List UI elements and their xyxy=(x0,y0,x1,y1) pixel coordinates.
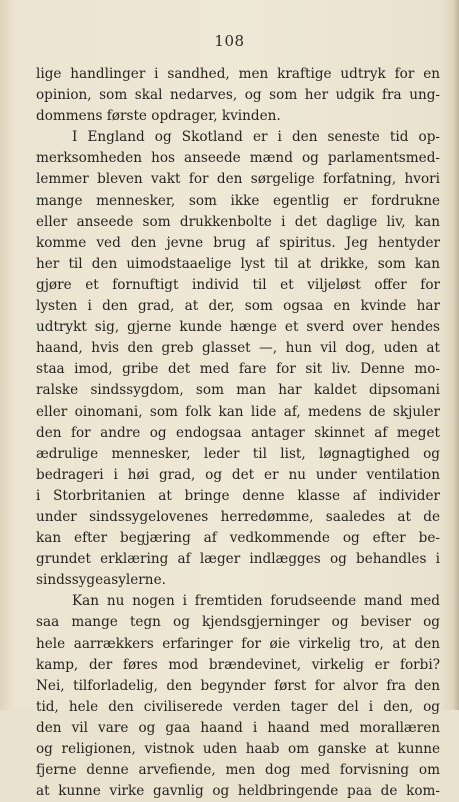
text-line: gjøre et fornuftigt individ til et viljeløst offer for xyxy=(36,276,440,293)
text-line: kan efter begjæring af vedkommende og efter be- xyxy=(36,530,440,547)
text-line: opinion, som skal nedarves, og som her udgik fra ung- xyxy=(36,87,440,104)
text-line: grundet erklæring af læger indlægges og behandles i xyxy=(36,551,440,568)
text-line: fjerne denne arvefiende, men dog med forvisning om xyxy=(36,762,440,779)
text-line: i Storbritanien at bringe denne klasse af individer xyxy=(36,487,440,504)
text-line: ædrulige mennesker, leder til list, løgnagtighed og xyxy=(36,445,440,462)
text-line: hele aarrækkers erfaringer for øie virkelig tro, at den xyxy=(36,635,440,652)
text-line: kamp, der føres mod brændevinet, virkelig er forbi? xyxy=(36,656,440,673)
page-number: 108 xyxy=(214,32,245,50)
body-text xyxy=(36,64,440,802)
text-line: dommens første opdrager, kvinden. xyxy=(36,108,281,125)
text-line: merksomheden hos anseede mænd og parlamentsmed- xyxy=(36,150,440,167)
text-line: haand, hvis den greb glasset —, hun vil dog, uden at xyxy=(36,340,440,357)
text-line: lige handlinger i sandhed, men kraftige udtryk for en xyxy=(36,66,440,82)
text-line: den vil vare og gaa haand i haand med morallæren xyxy=(36,719,440,736)
text-line: ralske sindssygdom, som man har kaldet dipsomani xyxy=(36,382,440,399)
text-line: lysten i den grad, at der, som ogsaa en kvinde har xyxy=(36,298,440,315)
text-line: sindssygeasylerne. xyxy=(36,572,166,589)
text-line: her til den uimodstaaelige lyst til at drikke, som kan xyxy=(36,255,440,272)
text-line: Kan nu nogen i fremtiden forudseende mand med xyxy=(72,593,440,610)
text-line: staa imod, gribe det med fare for sit liv. Denne mo- xyxy=(36,361,440,378)
text-line: tid, hele den civiliserede verden tager del i den, og xyxy=(36,698,440,715)
text-line: Nei, tilforladelig, den begynder først for alvor fra den xyxy=(36,677,440,694)
text-line: saa mange tegn og kjendsgjerninger og beviser og xyxy=(36,614,440,631)
binding-shadow xyxy=(453,0,459,710)
text-line: komme ved den jevne brug af spiritus. Jeg hentyder xyxy=(36,234,440,251)
text-line: eller anseede som drukkenbolte i det daglige liv, kan xyxy=(36,213,440,230)
text-line: I England og Skotland er i den seneste tid op- xyxy=(72,129,440,146)
text-line: lemmer bleven vakt for den sørgelige forfatning, hvori xyxy=(36,171,440,188)
text-line: at kunne virke gavnlig og heldbringende paa de kom- xyxy=(36,783,440,800)
text-line: den for andre og endogsaa antager skinnet af meget xyxy=(36,424,440,441)
text-line: eller oinomani, som folk kan lide af, medens de skjuler xyxy=(36,403,440,420)
text-line: udtrykt sig, gjerne kunde hænge et sverd over hendes xyxy=(36,319,440,336)
text-line: og religionen, vistnok uden haab om ganske at kunne xyxy=(36,741,440,757)
text-line: bedrageri i høi grad, og det er nu under ventilation xyxy=(36,466,440,483)
text-line: mange mennesker, som ikke egentlig er fordrukne xyxy=(36,192,440,209)
text-line: under sindssygelovenes herredømme, saaledes at de xyxy=(36,508,440,525)
